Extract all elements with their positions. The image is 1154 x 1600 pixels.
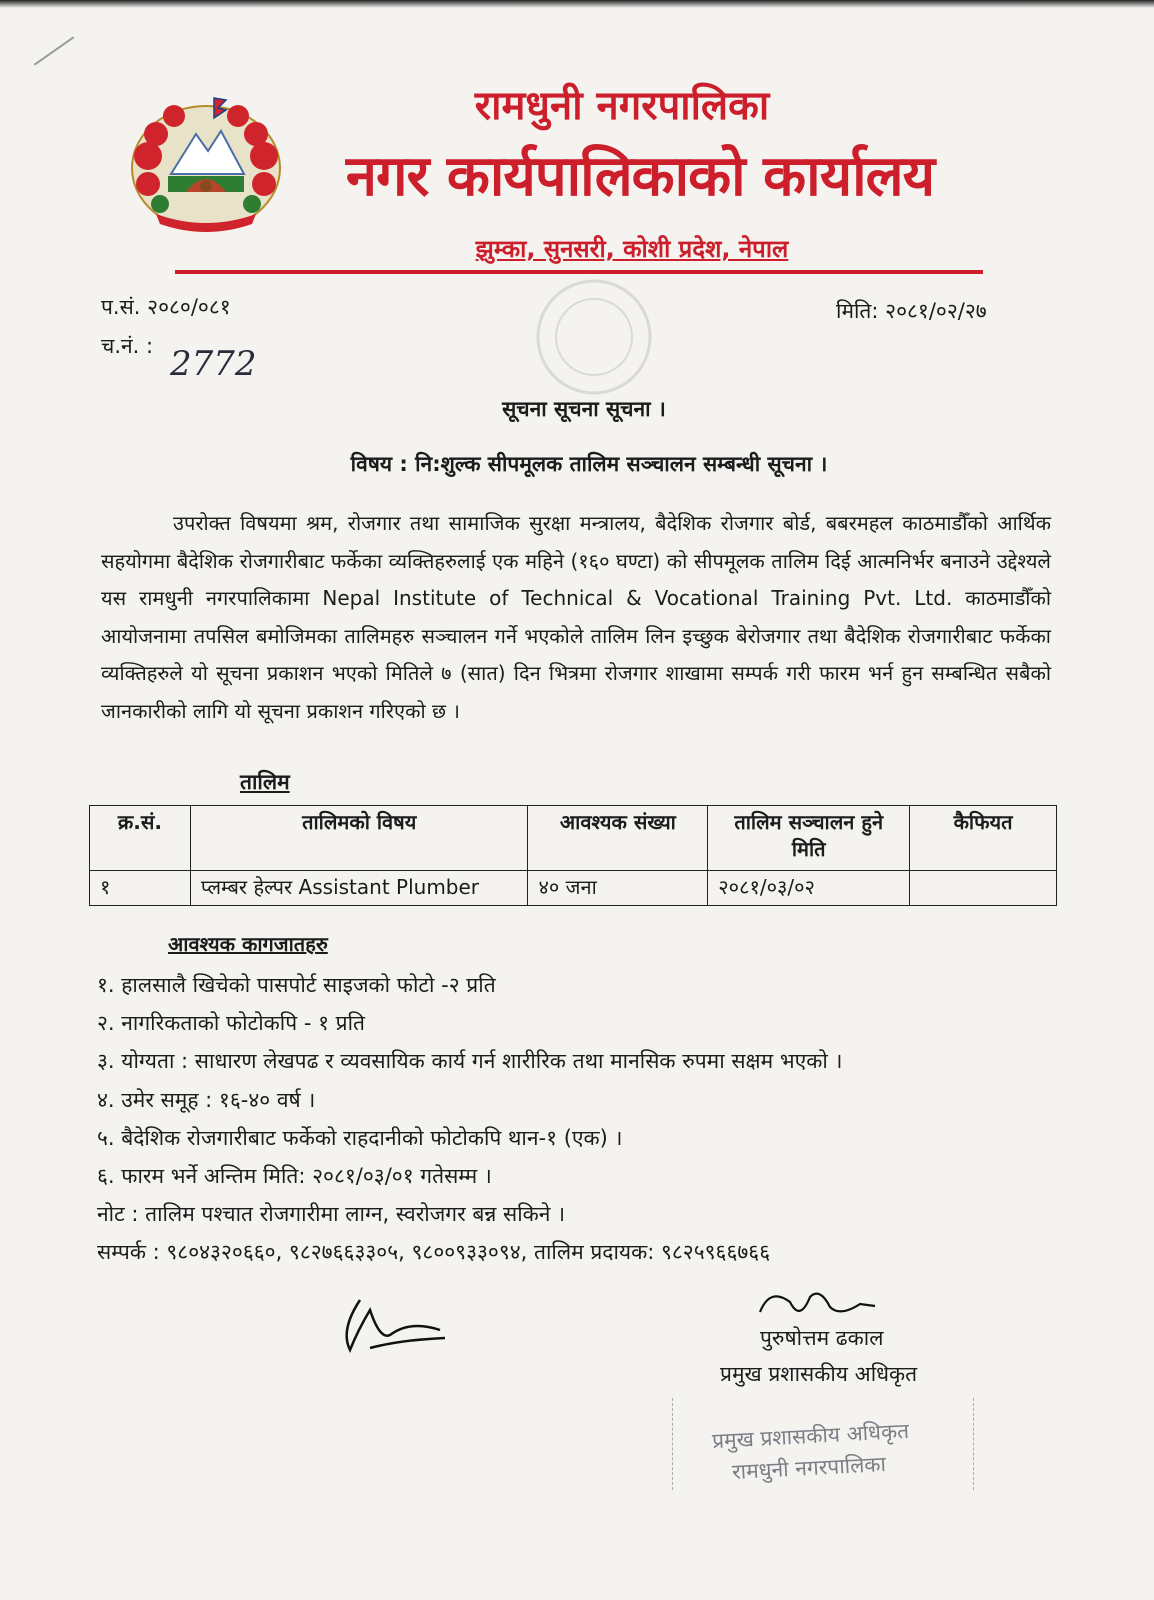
- table-row: [90, 871, 1057, 906]
- list-item: ४. उमेर समूह : १६-४० वर्ष ।: [97, 1087, 316, 1112]
- table-header-row: [90, 806, 1057, 871]
- training-table: [89, 805, 1057, 906]
- list-item: ६. फारम भर्ने अन्तिम मिति: २०८१/०३/०१ गतेसम्म ।: [97, 1163, 492, 1188]
- office-name: नगर कार्यपालिकाको कार्यालय: [345, 144, 935, 209]
- notice-subject: विषय : नि:शुल्क सीपमूलक तालिम सञ्चालन सम्बन्धी सूचना ।: [350, 452, 828, 476]
- dispatch-number-handwritten: 2772: [170, 344, 257, 384]
- cell-remarks: [910, 871, 1057, 906]
- signature-left: [330, 1290, 450, 1360]
- officer-title: प्रमुख प्रशासकीय अधिकृत: [720, 1362, 918, 1386]
- header-serial: क्र.सं.: [90, 806, 191, 871]
- list-item: १. हालसालै खिचेको पासपोर्ट साइजको फोटो -२ प्रति: [97, 973, 496, 997]
- reference-number: प.सं. २०८०/०८१: [101, 295, 231, 319]
- faint-office-stamp: [506, 276, 682, 398]
- header-required-count: आवश्यक संख्या: [528, 806, 708, 871]
- cell-training-date: २०८१/०३/०२: [708, 871, 910, 906]
- stamp-title: प्रमुख प्रशासकीय अधिकृत: [711, 1418, 910, 1454]
- cell-required-count: ४० जना: [528, 871, 708, 906]
- officer-name: पुरुषोत्तम ढकाल: [760, 1326, 884, 1350]
- contact-line: सम्पर्क : ९८०४३२०६६०, ९८२७६६३३०५, ९८००९३३०९४, तालिम प्रदायक: ९८२५९६६७६६: [97, 1240, 771, 1265]
- required-docs-list: [97, 966, 1097, 1272]
- scan-edge: [0, 0, 1154, 8]
- scan-mark: [34, 36, 74, 65]
- municipality-name: रामधुनी नगरपालिका: [474, 83, 770, 129]
- list-item: २. नागरिकताको फोटोकपि - १ प्रति: [97, 1011, 366, 1036]
- letterhead-divider: [175, 270, 983, 274]
- stamp-municipality: रामधुनी नगरपालिका: [731, 1451, 887, 1485]
- training-heading: तालिम: [240, 770, 290, 794]
- list-item: ५. बैदेशिक रोजगारीबाट फर्केको राहदानीको फोटोकपि थान-१ (एक) ।: [97, 1125, 623, 1150]
- note-line: नोट : तालिम पश्चात रोजगारीमा लाग्न, स्वरोजगर बन्न सकिने ।: [97, 1202, 566, 1227]
- header-remarks: कैफियत: [910, 806, 1057, 871]
- cell-subject: प्लम्बर हेल्पर Assistant Plumber: [190, 871, 528, 906]
- notice-date: मिति: २०८१/०२/२७: [836, 299, 987, 323]
- required-docs-heading: आवश्यक कागजातहरु: [168, 932, 328, 956]
- header-training-date: तालिम सञ्चालन हुने मिति: [708, 806, 910, 871]
- list-item: ३. योग्यता : साधारण लेखपढ र व्यवसायिक कार्य गर्न शारीरिक तथा मानसिक रुपमा सक्षम भएको ।: [97, 1049, 843, 1074]
- notice-title: सूचना सूचना सूचना ।: [502, 397, 666, 421]
- dispatch-number-label: च.नं. :: [101, 334, 154, 358]
- header-subject: तालिमको विषय: [190, 806, 528, 871]
- cell-serial: १: [90, 871, 191, 906]
- office-address: झुम्का, सुनसरी, कोशी प्रदेश, नेपाल: [475, 235, 789, 263]
- notice-body: उपरोक्त विषयमा श्रम, रोजगार तथा सामाजिक सुरक्षा मन्त्रालय, बैदेशिक रोजगार बोर्ड, बबरमहल काठमाडौँको आर्थिक सहयोगमा बैदेशिक रोजगारीबाट फर्केका व्यक्तिहरुलाई एक महिने (१६० घण्टा) को सीपमूलक तालिम दिई आत्मनिर्भर बनाउने उद्देश्यले यस रामधुनी नगरपालिकामा Nepal Institute of Technical & Vocational Training Pvt. Ltd. काठमाडौँको आयोजनामा तपसिल बमोजिमका तालिमहरु सञ्चालन गर्ने भएकोले तालिम लिन इच्छुक बेरोजगार तथा बैदेशिक रोजगारीबाट फर्केका व्यक्तिहरुले यो सूचना प्रकाशन भएको मितिले ७ (सात) दिन भित्रमा रोजगार शाखामा सम्पर्क गरी फारम भर्न हुन सम्बन्धित सबैको जानकारीको लागि यो सूचना प्रकाशन गरिएको छ ।: [101, 511, 1051, 723]
